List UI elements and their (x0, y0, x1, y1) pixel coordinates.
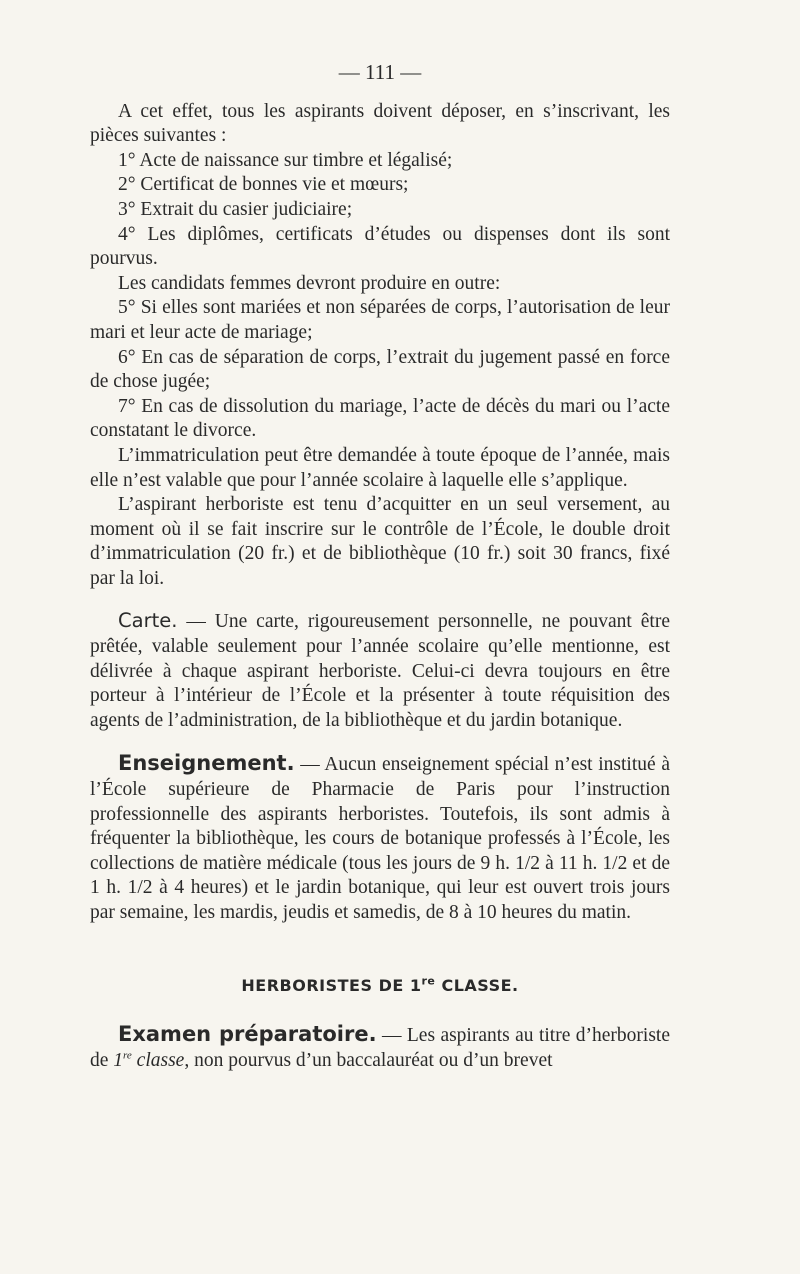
droits-paragraph: L’aspirant herboriste est tenu d’acquitter en un seul versement, au moment où il se fait inscrire sur le contrôle de l’École, le double droit d’immatriculation (20 fr.) et de bibliothèque (10 fr.) soit 30 francs, fixé par la loi. (90, 494, 670, 589)
enseignement-title: Enseignement. (118, 751, 295, 776)
examen-classe-italic: 1re classe (113, 1049, 185, 1071)
piece-femme-item: 6° En cas de séparation de corps, l’extrait du jugement passé en force de chose jugée; (90, 346, 670, 393)
carte-text: — Une carte, rigoureusement personnelle, ne pouvant être prêtée, valable seulement pour l’année scolaire qu’elle mentionne, est délivrée à chaque aspirant herboriste. Celui-ci devra toujours en être porteur à l’intérieur de l’École et la présenter à toute réquisition des agents de l’administration, de la bibliothèque et du jardin botanique. (90, 611, 670, 731)
piece-item: 4° Les diplômes, certificats d’études ou dispenses dont ils sont pourvus. (90, 223, 670, 270)
piece-femme-item: 5° Si elles sont mariées et non séparées de corps, l’autorisation de leur mari et leur acte de mariage; (90, 297, 670, 343)
piece-item: 2° Certificat de bonnes vie et mœurs; (118, 174, 409, 196)
examen-title: Examen préparatoire. (118, 1022, 377, 1047)
document-page (90, 60, 670, 1073)
section-heading: HERBORISTES DE 1re CLASSE. (241, 974, 519, 995)
page-number: — 111 — (338, 60, 422, 84)
examen-paragraph: Examen préparatoire. — Les aspirants au titre d’herboriste de 1re classe, non pourvus d’un baccalauréat ou d’un brevet (90, 1022, 670, 1071)
carte-title: Carte. (118, 609, 178, 633)
carte-paragraph (90, 609, 670, 733)
piece-item: 3° Extrait du casier judiciaire; (118, 198, 353, 220)
intro-paragraph: A cet effet, tous les aspirants doivent déposer, en s’inscrivant, les pièces suivantes : (90, 100, 670, 147)
enseignement-text: — Aucun enseignement spécial n’est institué à l’École supérieure de Pharmacie de Paris pour l’instruction professionnelle des aspirants herboristes. Toutefois, ils sont admis à fréquenter la bibliothèque, les cours de botanique professés à l’École, les collections de matière médicale (tous les jours de 9 h. 1/2 à 11 h. 1/2 et de 1 h. 1/2 à 4 heures) et le jardin botanique, qui leur est ouvert trois jours par semaine, les mardis, jeudis et samedis, de 8 à 10 heures du matin. (90, 754, 670, 923)
immatriculation-paragraph: L’immatriculation peut être demandée à toute époque de l’année, mais elle n’est valable que pour l’année scolaire à laquelle elle s’applique. (90, 444, 670, 491)
piece-item: 1° Acte de naissance sur timbre et légalisé; (118, 149, 453, 171)
femmes-intro: Les candidats femmes devront produire en outre: (118, 272, 501, 294)
enseignement-paragraph (90, 751, 670, 925)
piece-femme-item: 7° En cas de dissolution du mariage, l’acte de décès du mari ou l’acte constatant le divorce. (90, 395, 670, 442)
